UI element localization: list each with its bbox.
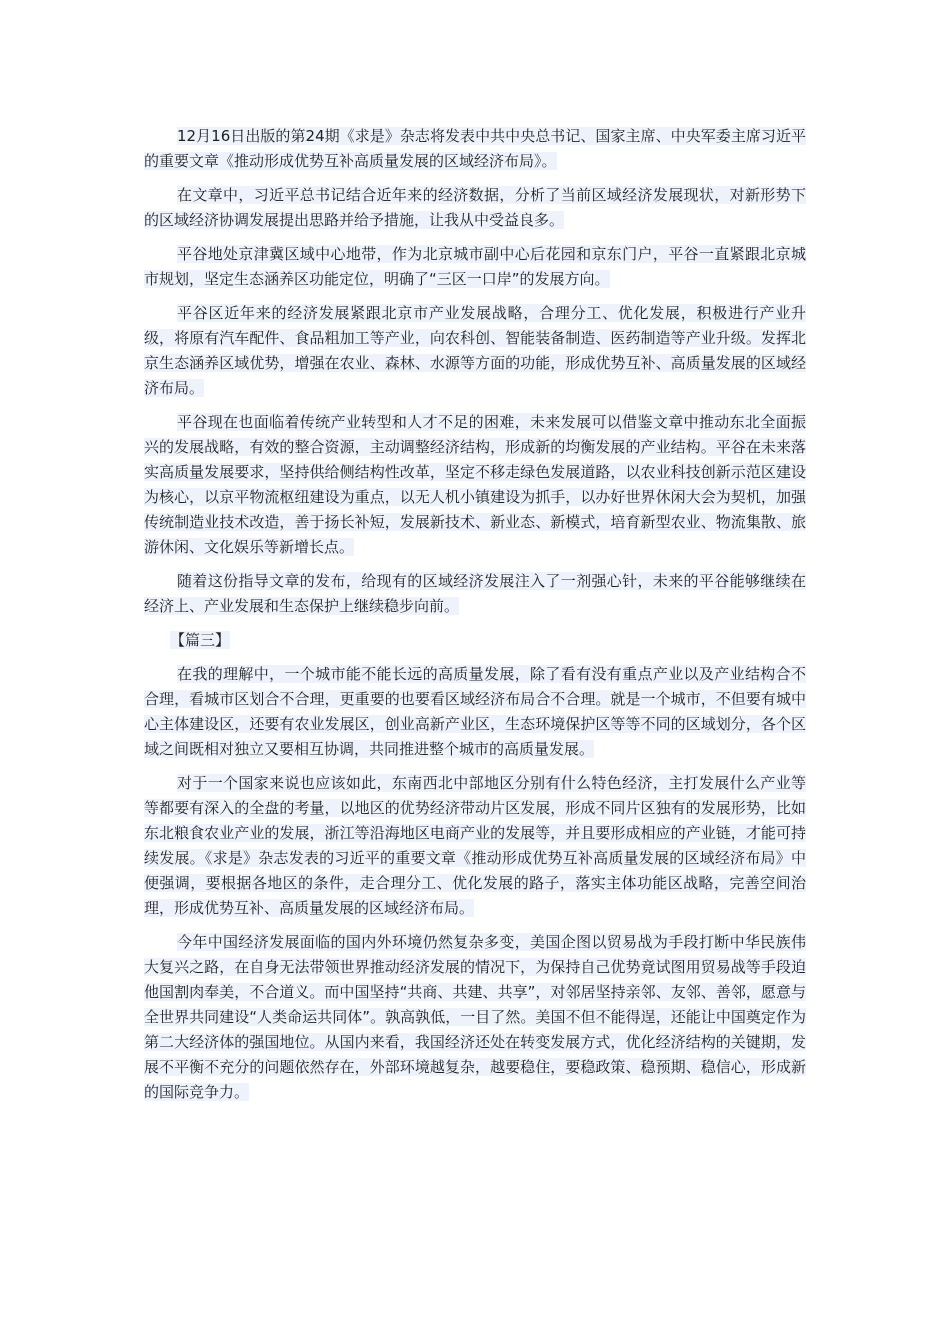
paragraph-text: 平谷地处京津冀区域中心地带，作为北京城市副中心后花园和京东门户，平谷一直紧跟北京城市规划，坚定生态涵养区功能定位，明确了“三区一口岸”的发展方向。 bbox=[144, 245, 806, 288]
paragraph-text: 在我的理解中，一个城市能不能长远的高质量发展，除了看有没有重点产业以及产业结构合不合理，看城市区划合不合理，更重要的也要看区域经济布局合不合理。就是一个城市，不但要有城中心主体建设区，还要有农业发展区，创业高新产业区，生态环境保护区等等不同的区域划分，各个区域之间既相对独立又要相互协调，共同推进整个城市的高质量发展。 bbox=[144, 665, 806, 758]
paragraph bbox=[144, 569, 806, 619]
paragraph bbox=[144, 771, 806, 921]
document-body bbox=[144, 124, 806, 1114]
section-heading bbox=[144, 628, 806, 653]
paragraph bbox=[144, 124, 806, 174]
paragraph bbox=[144, 930, 806, 1105]
paragraph-text: 今年中国经济发展面临的国内外环境仍然复杂多变，美国企图以贸易战为手段打断中华民族伟大复兴之路，在自身无法带领世界推动经济发展的情况下，为保持自己优势竟试图用贸易战等手段迫他国割肉奉美，不合道义。而中国坚持“共商、共建、共享”，对邻居坚持亲邻、友邻、善邻，愿意与全世界共同建设“人类命运共同体”。孰高孰低，一目了然。美国不但不能得逞，还能让中国奠定作为第二大经济体的强国地位。从国内来看，我国经济还处在转变发展方式，优化经济结构的关键期，发展不平衡不充分的问题依然存在，外部环境越复杂，越要稳住，要稳政策、稳预期、稳信心，形成新的国际竞争力。 bbox=[144, 933, 806, 1101]
paragraph-text: 对于一个国家来说也应该如此，东南西北中部地区分别有什么特色经济，主打发展什么产业等等都要有深入的全盘的考量，以地区的优势经济带动片区发展，形成不同片区独有的发展形势，比如东北粮食农业产业的发展，浙江等沿海地区电商产业的发展等，并且要形成相应的产业链，才能可持续发展。《求是》杂志发表的习近平的重要文章《推动形成优势互补高质量发展的区域经济布局》中便强调，要根据各地区的条件，走合理分工、优化发展的路子，落实主体功能区战略，完善空间治理，形成优势互补、高质量发展的区域经济布局。 bbox=[144, 774, 806, 917]
paragraph-text: 平谷区近年来的经济发展紧跟北京市产业发展战略，合理分工、优化发展，积极进行产业升级，将原有汽车配件、食品粗加工等产业，向农科创、智能装备制造、医药制造等产业升级。发挥北京生态涵养区域优势，增强在农业、森林、水源等方面的功能，形成优势互补、高质量发展的区域经济布局。 bbox=[144, 304, 806, 397]
paragraph bbox=[144, 183, 806, 233]
paragraph-text: 12月16日出版的第24期《求是》杂志将发表中共中央总书记、国家主席、中央军委主席习近平的重要文章《推动形成优势互补高质量发展的区域经济布局》。 bbox=[144, 127, 806, 170]
paragraph-text: 平谷现在也面临着传统产业转型和人才不足的困难，未来发展可以借鉴文章中推动东北全面振兴的发展战略，有效的整合资源，主动调整经济结构，形成新的均衡发展的产业结构。平谷在未来落实高质量发展要求，坚持供给侧结构性改革，坚定不移走绿色发展道路，以农业科技创新示范区建设为核心，以京平物流枢纽建设为重点，以无人机小镇建设为抓手，以办好世界休闲大会为契机，加强传统制造业技术改造，善于扬长补短，发展新技术、新业态、新模式，培育新型农业、物流集散、旅游休闲、文化娱乐等新增长点。 bbox=[144, 413, 806, 556]
paragraph bbox=[144, 662, 806, 762]
paragraph bbox=[144, 410, 806, 560]
paragraph bbox=[144, 301, 806, 401]
paragraph-text: 随着这份指导文章的发布，给现有的区域经济发展注入了一剂强心针，未来的平谷能够继续在经济上、产业发展和生态保护上继续稳步向前。 bbox=[144, 572, 806, 615]
section-heading-text: 【篇三】 bbox=[170, 631, 231, 649]
paragraph bbox=[144, 242, 806, 292]
paragraph-text: 在文章中，习近平总书记结合近年来的经济数据，分析了当前区域经济发展现状，对新形势下的区域经济协调发展提出思路并给予措施，让我从中受益良多。 bbox=[144, 186, 806, 229]
